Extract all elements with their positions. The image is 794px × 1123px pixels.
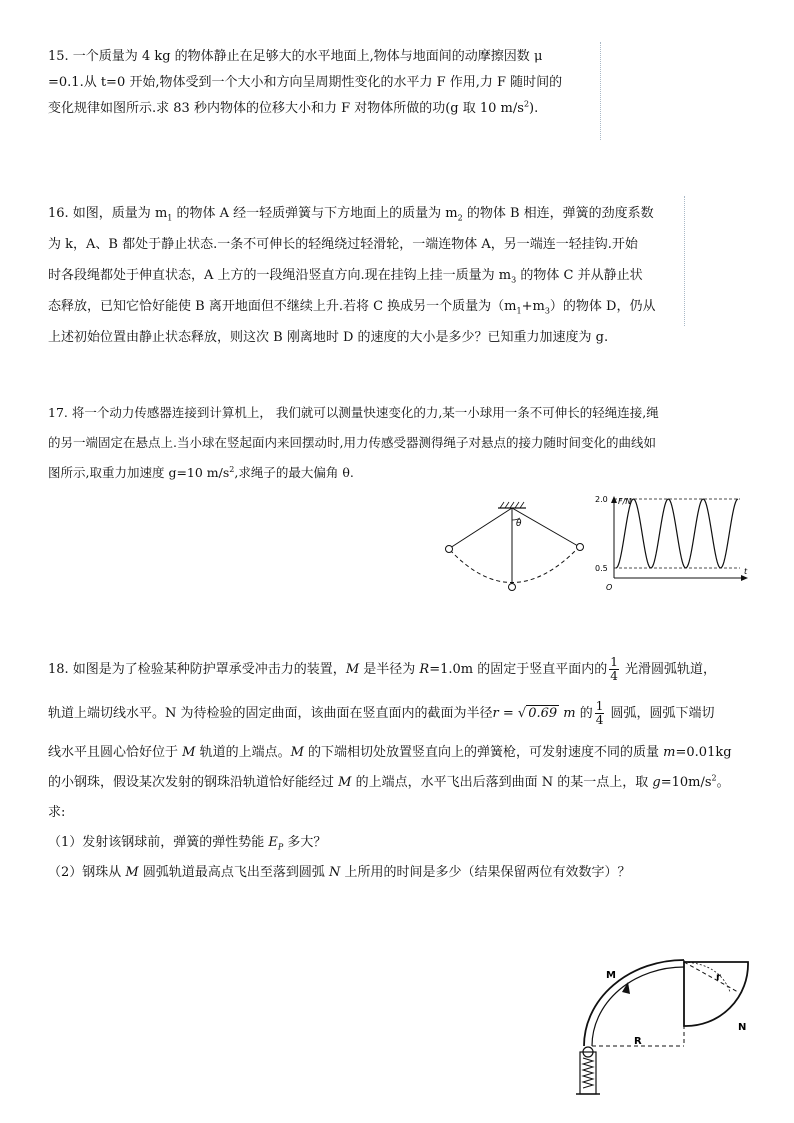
string-right (512, 508, 578, 546)
symbol-g: g (652, 775, 661, 790)
text: ,求绳子的最大偏角 θ. (234, 465, 354, 480)
problem-16-line (48, 291, 748, 322)
symbol-E: E (268, 835, 278, 850)
problem-15-line (48, 96, 748, 122)
fraction-quarter (609, 656, 619, 683)
text: 。 (716, 775, 730, 790)
text: 轨道上端切线水平。N 为待检验的固定曲面，该曲面在竖直面内的截面为半径 (48, 706, 493, 721)
problem-17-line (48, 458, 748, 488)
text: 的物体 B 相连，弹簧的劲度系数 (462, 206, 654, 221)
symbol-m: m (663, 745, 676, 760)
label-N: N (738, 1022, 747, 1033)
problem-18-line (48, 650, 748, 690)
text: （1）发射该钢球前，弹簧的弹性势能 (48, 835, 269, 850)
label-R: R (634, 1036, 642, 1047)
symbol-M: M (338, 775, 352, 790)
subscript: 3 (544, 306, 550, 316)
problem-17 (48, 398, 748, 488)
problem-18-line (48, 768, 748, 798)
text: 的 (575, 706, 593, 721)
text: =10m/s (660, 775, 712, 790)
numerator: 1 (610, 655, 618, 669)
question-1 (48, 828, 748, 858)
problem-18-line (48, 690, 748, 738)
force-curve (616, 499, 738, 568)
superscript: 2 (711, 773, 717, 783)
problem-16-line (48, 260, 748, 291)
text: 的物体 C 并从静止状 (516, 268, 643, 283)
pendulum-figure (440, 498, 590, 598)
text: =1.0m 的固定于竖直平面内的 (429, 662, 608, 677)
trajectory (684, 962, 730, 992)
symbol-R: R (419, 662, 430, 677)
y-tick-label-low: 0.5 (595, 564, 608, 573)
symbol-N: N (328, 865, 341, 880)
y-axis-label: F/N (618, 497, 632, 506)
problem-16-line (48, 198, 748, 229)
text: 是半径为 (359, 662, 420, 677)
question-2 (48, 858, 748, 888)
subscript: 1 (516, 306, 522, 316)
text: 的下端相切处放置竖直向上的弹簧枪，可发射速度不同的质量 (303, 745, 664, 760)
string-left (450, 508, 512, 548)
text: 变化规律如图所示.求 83 秒内物体的位移大小和力 F 对物体所做的功(g 取 10 m/s (48, 101, 524, 116)
problem-18-line (48, 738, 748, 768)
symbol-M: M (345, 662, 360, 677)
superscript: 2 (229, 464, 235, 474)
symbol-M: M (290, 745, 304, 760)
denominator: 4 (595, 713, 604, 727)
spring-coil (583, 1058, 593, 1088)
text: 圆弧，圆弧下端切 (606, 706, 715, 721)
text: 的小钢珠，假设某次发射的钢珠沿轨道恰好能经过 (48, 775, 339, 790)
label-M: M (606, 970, 616, 981)
origin-label: O (606, 583, 613, 592)
numerator: 1 (595, 699, 604, 713)
theta-label: θ (516, 519, 522, 529)
force-time-chart (592, 494, 752, 598)
x-axis-label: t (744, 567, 748, 576)
text: ）的物体 D，仍从 (549, 299, 656, 314)
text: 态释放，已知它恰好能使 B 离开地面但不继续上升.若将 C 换成另一个质量为（m (48, 299, 517, 314)
text: 多大？ (283, 835, 327, 850)
text: ). (529, 101, 539, 116)
problem-16-line: 上述初始位置由静止状态释放，则这次 B 刚离地时 D 的速度的大小是多少？已知重力加速度为 g. (48, 330, 609, 345)
problem-15-line: =0.1.从 t=0 开始,物体受到一个大小和方向呈周期性变化的水平力 F 作用,力 F 随时间的 (48, 75, 563, 90)
text: 光滑圆弧轨道， (620, 662, 716, 677)
problem-17-line: 的另一端固定在悬点上.当小球在竖起面内来回摆动时,用力传感受器测得绳子对悬点的接力随时间变化的曲线如 (48, 435, 656, 450)
radius-r-line (684, 962, 738, 992)
problem-16-line: 为 k，A、B 都处于静止状态.一条不可伸长的轻绳绕过轻滑轮，一端连物体 A，另一端连一轻挂钩.开始 (48, 237, 638, 252)
symbol-M: M (182, 745, 196, 760)
problem-17-line: 17. 将一个动力传感器连接到计算机上， 我们就可以测量快速变化的力,某一小球用一条不可伸长的轻绳连接,绳 (48, 405, 659, 420)
text: 图所示,取重力加速度 g=10 m/s (48, 465, 230, 480)
ball-bottom (509, 584, 516, 591)
track-M-outer (584, 960, 684, 1046)
text: （2）钢珠从 (48, 865, 126, 880)
symbol-r: r (492, 706, 499, 721)
text: 时各段绳都处于伸直状态，A 上方的一段绳沿竖直方向.现在挂钩上挂一质量为 m (48, 268, 512, 283)
text: 的上端点，水平飞出后落到曲面 N 的某一点上，取 (351, 775, 653, 790)
text: 16. 如图，质量为 m (48, 206, 168, 221)
denominator: 4 (610, 669, 618, 683)
track-figure (570, 948, 780, 1098)
text: 轨道的上端点。 (195, 745, 291, 760)
text: 上所用的时间是多少（结果保留两位有效数字）？ (340, 865, 631, 880)
sqrt-value: 0.69 (528, 706, 558, 721)
symbol-M: M (125, 865, 139, 880)
direction-arrow (622, 982, 630, 994)
y-tick-label-high: 2.0 (595, 495, 608, 504)
unit-m: m (559, 706, 576, 721)
problem-18 (48, 650, 748, 888)
text: +m (521, 299, 545, 314)
problem-15 (48, 44, 748, 122)
y-axis-arrow (611, 496, 617, 503)
text: 的物体 A 经一轻质弹簧与下方地面上的质量为 m (172, 206, 458, 221)
ceiling-hatch (500, 502, 524, 508)
fraction-quarter (595, 700, 605, 727)
swing-arc (450, 548, 578, 583)
text: 圆弧轨道最高点飞出至落到圆弧 (138, 865, 329, 880)
label-r: r (716, 972, 721, 983)
problem-15-line: 15. 一个质量为 4 kg 的物体静止在足够大的水平地面上,物体与地面间的动摩擦因数 μ (48, 49, 543, 64)
ball-right (577, 544, 584, 551)
sqrt-sign: √ (517, 706, 527, 721)
text: 线水平且圆心恰好位于 (48, 745, 183, 760)
subscript: P (277, 842, 284, 852)
superscript: 2 (523, 99, 530, 109)
text: =0.01kg (675, 745, 732, 760)
text: 18. 如图是为了检验某种防护罩承受冲击力的装置， (48, 662, 346, 677)
subscript: 2 (457, 213, 463, 223)
subscript: 1 (167, 213, 173, 223)
problem-18-line: 求: (48, 805, 66, 820)
problem-16 (48, 198, 748, 353)
subscript: 3 (511, 275, 517, 285)
ball-left (446, 546, 453, 553)
text: = (498, 706, 518, 721)
